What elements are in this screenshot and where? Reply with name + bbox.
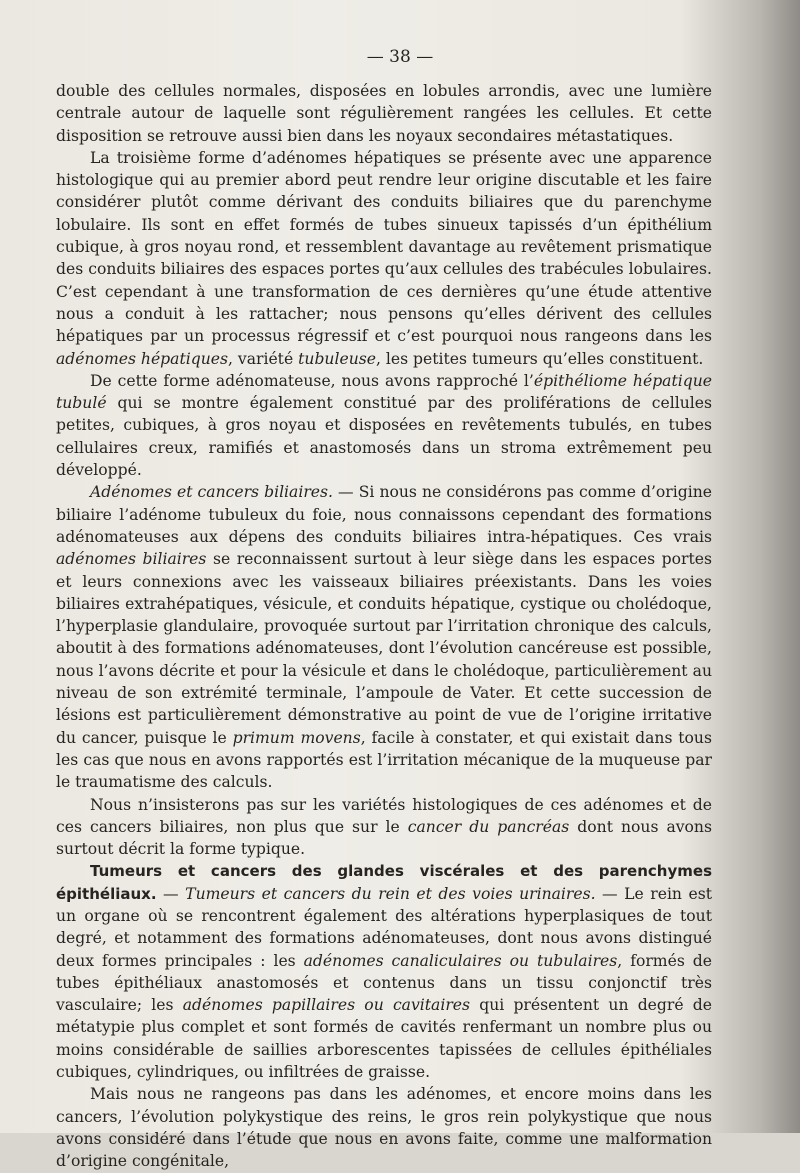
text-run: , formés de tubes épithéliaux anastomosés et contenus dans un tissu conjonctif très vasculaire; les xyxy=(56,951,712,1015)
text-run: dont nous avons surtout décrit la forme typique. xyxy=(56,817,712,859)
text-run: , les petites tumeurs qu’elles constituent. xyxy=(375,349,704,368)
text-run: Nous n’insisterons pas sur les variétés histologiques de ces adénomes et de ces cancers biliaires, non plus que sur le xyxy=(56,795,712,836)
paragraph-3 xyxy=(56,370,712,481)
paragraph-6 xyxy=(56,860,712,1083)
italic-term: cancer du pancréas xyxy=(407,817,570,836)
text-run: — Si nous ne considérons pas comme d’origine biliaire l’adénome tubuleux du foie, nous connaissons cependant des formations adénomateuses aux dépens des conduits biliaires intra-hépatiques. Ces vrais xyxy=(56,483,712,546)
section-subtitle: Tumeurs et cancers du rein et des voies urinaires. xyxy=(185,884,596,903)
italic-term: épithéliome hépatique tubulé xyxy=(56,371,712,413)
text-run: — xyxy=(156,884,186,903)
italic-term: tubuleuse xyxy=(298,349,376,368)
text-run: De cette forme adénomateuse, nous avons rapproché l’ xyxy=(90,371,534,390)
italic-term: adénomes hépatiques xyxy=(56,349,228,368)
italic-term: primum movens xyxy=(232,728,361,747)
paragraph-1: double des cellules normales, disposées en lobules arrondis, avec une lumière centrale autour de laquelle sont régulièrement rangées les cellules. Et cette disposition se retrouve aussi bien dans les noyaux secondaires métastatiques. xyxy=(56,82,712,145)
text-run: qui présentent un degré de métatypie plus complet et sont formés de cavités renfermant un nombre plus ou moins considérable de saillies arborescentes tapissées de cellules épithéliales cubiques, cylindriques, ou infiltrées de graisse. xyxy=(56,996,712,1082)
text-run: , facile à constater, et qui existait dans tous les cas que nous en avons rapportés est l’irritation mécanique de la muqueuse par le traumatisme des calculs. xyxy=(56,728,712,792)
paragraph-4 xyxy=(56,481,712,793)
paragraph-7: Mais nous ne rangeons pas dans les adénomes, et encore moins dans les cancers, l’évolution polykystique des reins, le gros rein polykystique que nous avons considéré dans l’étude que nous en avons faite, comme une malformation d’origine congénitale, xyxy=(56,1085,712,1171)
section-subtitle: Adénomes et cancers biliaires. xyxy=(90,483,333,502)
body-text xyxy=(56,80,712,1173)
text-run: La troisième forme d’adénomes hépatiques se présente avec une apparence histologique qui au premier abord peut rendre leur origine discutable et les faire considérer plutôt comme dérivant des conduits biliaires que du parenchyme lobulaire. Ils sont en effet formés de tubes sinueux tapissés d’un épithélium cubique, à gros noyau rond, et ressemblent davantage au revêtement prismatique des conduits biliaires des espaces portes qu’aux cellules des trabécules lobulaires. C’est cependant à une transformation de ces dernières qu’une étude attentive nous a conduit à les rattacher; nous pensons qu’elles dérivent des cellules hépatiques par un processus régressif et c’est pourquoi nous rangeons dans les xyxy=(56,148,712,346)
italic-term: adénomes papillaires ou cavitaires xyxy=(182,996,471,1015)
text-run: se reconnaissent surtout à leur siège dans les espaces portes et leurs connexions avec les vaisseaux biliaires préexistants. Dans les voies biliaires extrahépatiques, vésicule, et conduits hépatique, cystique ou cholédoque, l’hyperplasie glandulaire, provoquée surtout par l’irritation chronique des calculs, aboutit à des formations adénomateuses, dont l’évolution cancéreuse est possible, nous l’avons décrite et pour la vésicule et dans le cholédoque, particulièrement au niveau de son extrémité terminale, l’ampoule de Vater. Et cette succession de lésions est particulièrement démonstrative au point de vue de l’origine irritative du cancer, puisque le xyxy=(56,550,713,747)
italic-term: adénomes canaliculaires ou tubulaires xyxy=(303,951,618,970)
page-number: — 38 — xyxy=(366,47,434,67)
paragraph-5 xyxy=(56,794,712,861)
text-run: — Le rein est un organe où se rencontrent également des altérations hyperplasiques de tout degré, et notamment des formations adénomateuses, dont nous avons distingué deux formes principales : les xyxy=(56,884,712,970)
section-heading: Tumeurs et cancers des glandes viscérales et des parenchymes épithéliaux. xyxy=(56,862,712,903)
text-run: qui se montre également constitué par des proliférations de cellules petites, cubiques, à gros noyau et disposées en revêtements tubulés, en tubes cellulaires creux, ramifiés et anastomosés dans un stroma extrêmement peu développé. xyxy=(56,394,712,480)
italic-term: adénomes biliaires xyxy=(56,550,207,569)
text-run: , variété xyxy=(227,349,294,368)
paragraph-2 xyxy=(56,147,712,370)
